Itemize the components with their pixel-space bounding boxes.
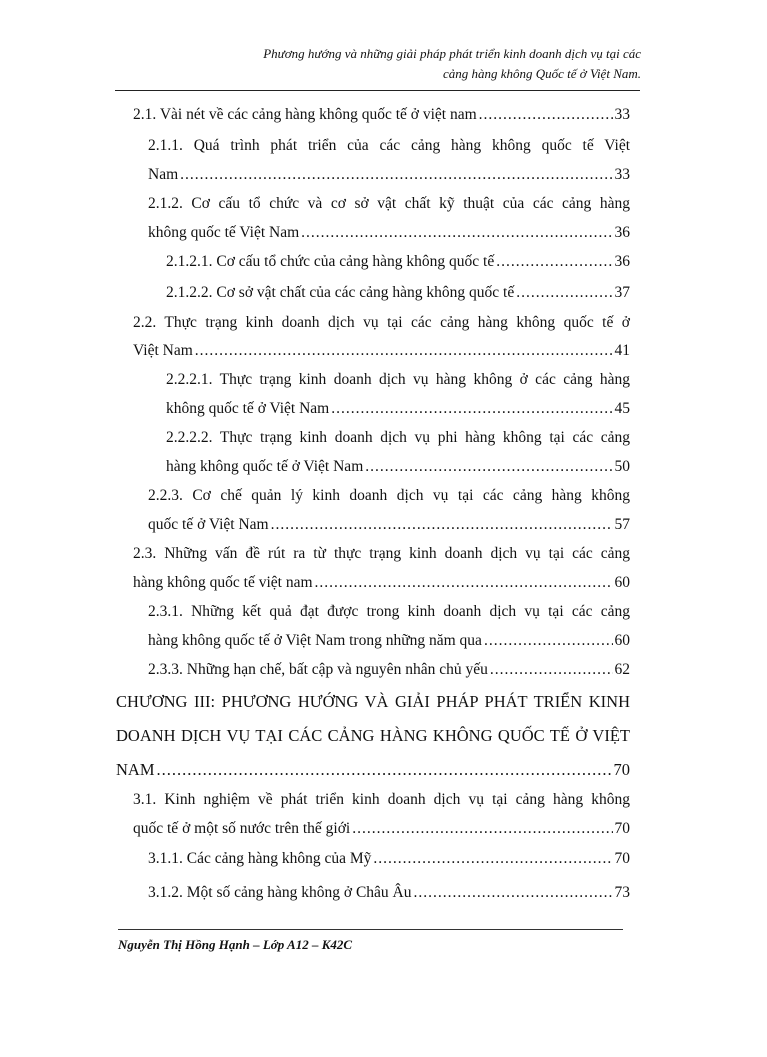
toc-page-number: 36 [614, 253, 630, 270]
toc-entry-2-1-2-2[interactable] [166, 284, 630, 302]
toc-entry-text: 2.3.1. Những kết quả đạt được trong kinh doanh dịch vụ tại các cảng [148, 603, 630, 620]
toc-entry-3-1-2[interactable] [148, 884, 630, 902]
toc-entry-continuation: quốc tế ở một số nước trên thế giới [133, 820, 351, 837]
toc-page-number: 37 [614, 284, 630, 301]
toc-page-number: 50 [614, 458, 630, 475]
toc-leader [299, 224, 612, 242]
toc-entry-text: 2.2.3. Cơ chế quản lý kinh doanh dịch vụ tại các cảng hàng không [148, 487, 630, 504]
toc-entry-2-2-3[interactable] [148, 487, 630, 505]
toc-leader [477, 106, 613, 124]
toc-page-number: 36 [614, 224, 630, 241]
toc-page-number: 73 [614, 884, 630, 901]
toc-entry-2-1-2-1[interactable] [166, 253, 630, 271]
toc-page-number: 41 [614, 342, 630, 359]
toc-leader [178, 166, 612, 184]
toc-entry-2-2-cont[interactable] [133, 342, 630, 360]
toc-entry-text: 2.1.1. Quá trình phát triển của các cảng hàng không quốc tế Việt [148, 137, 630, 154]
toc-page-number: 57 [614, 516, 630, 533]
toc-leader [494, 253, 612, 271]
toc-entry-continuation: Nam [148, 166, 179, 183]
toc-page-number: 45 [614, 400, 630, 417]
toc-entry-2-3-cont[interactable] [133, 574, 630, 592]
toc-entry-continuation: hàng không quốc tế việt nam [133, 574, 313, 591]
toc-chapter-title-line-1: CHƯƠNG III: PHƯƠNG HƯỚNG VÀ GIẢI PHÁP PHÁT TRIỂN KINH [116, 692, 630, 711]
toc-page-number: 70 [613, 760, 630, 779]
toc-entry-2-2-2-2[interactable] [166, 429, 630, 447]
toc-entry-text: 2.2. Thực trạng kinh doanh dịch vụ tại các cảng hàng không quốc tế ở [133, 314, 630, 331]
toc-entry-text: 2.1.2. Cơ cấu tổ chức và cơ sở vật chất kỹ thuật của các cảng hàng [148, 195, 630, 212]
toc-entry-text: 2.3. Những vấn đề rút ra từ thực trạng kinh doanh dịch vụ tại các cảng [133, 545, 630, 562]
toc-leader [350, 820, 612, 838]
toc-chapter-3-cont[interactable] [116, 760, 630, 780]
toc-chapter-3[interactable] [116, 692, 630, 712]
toc-entry-3-1[interactable] [133, 791, 630, 809]
toc-entry-2-3-1[interactable] [148, 603, 630, 621]
toc-entry-2-2[interactable] [133, 314, 630, 332]
toc-page-number: 60 [614, 574, 630, 591]
toc-entry-text: 2.1. Vài nét về các cảng hàng không quốc tế ở việt nam [133, 106, 477, 123]
header-line-1: Phương hướng và những giải pháp phát triển kinh doanh dịch vụ tại các [263, 46, 641, 61]
header-line-2: cảng hàng không Quốc tế ở Việt Nam. [442, 66, 641, 81]
running-header [263, 44, 641, 84]
toc-entry-2-1-2[interactable] [148, 195, 630, 213]
toc-entry-text: 3.1.1. Các cảng hàng không của Mỹ [148, 850, 372, 867]
toc-page-number: 33 [614, 106, 630, 123]
toc-page-number: 70 [614, 850, 630, 867]
toc-entry-text: 3.1.2. Một số cảng hàng không ở Châu Âu [148, 884, 412, 901]
toc-entry-continuation: Việt Nam [133, 342, 193, 359]
toc-leader [514, 284, 612, 302]
header-rule [115, 90, 640, 91]
toc-entry-2-2-2-1-cont[interactable] [166, 400, 630, 418]
toc-entry-text: 2.2.2.2. Thực trạng kinh doanh dịch vụ phi hàng không tại các cảng [166, 429, 630, 446]
toc-leader [363, 458, 612, 476]
toc-page-number: 70 [614, 820, 630, 837]
toc-entry-continuation: hàng không quốc tế ở Việt Nam [166, 458, 364, 475]
toc-entry-2-3-1-cont[interactable] [148, 632, 630, 650]
toc-entry-2-3[interactable] [133, 545, 630, 563]
toc-page-number: 60 [614, 632, 630, 649]
toc-leader [329, 400, 612, 418]
toc-page-number: 33 [614, 166, 630, 183]
toc-entry-2-3-3[interactable] [148, 661, 630, 679]
toc-entry-2-1[interactable] [133, 106, 630, 124]
toc-leader [412, 884, 613, 902]
toc-leader [313, 574, 613, 592]
toc-entry-2-1-2-cont[interactable] [148, 224, 630, 242]
toc-entry-2-2-2-1[interactable] [166, 371, 630, 389]
toc-leader [371, 850, 612, 868]
toc-entry-text: 2.2.2.1. Thực trạng kinh doanh dịch vụ hàng không ở các cảng hàng [166, 371, 630, 388]
toc-leader [193, 342, 613, 360]
toc-entry-continuation: không quốc tế ở Việt Nam [166, 400, 330, 417]
toc-page-number: 62 [614, 661, 630, 678]
toc-leader [482, 632, 613, 650]
toc-entry-continuation: hàng không quốc tế ở Việt Nam trong những năm qua [148, 632, 482, 649]
toc-entry-continuation: NAM [116, 760, 155, 779]
toc-entry-continuation: không quốc tế Việt Nam [148, 224, 300, 241]
toc-entry-text: 2.1.2.2. Cơ sở vật chất của các cảng hàng không quốc tế [166, 284, 515, 301]
toc-entry-2-1-1[interactable] [148, 137, 630, 155]
toc-leader [269, 516, 613, 534]
toc-entry-2-2-2-2-cont[interactable] [166, 458, 630, 476]
toc-entry-continuation: quốc tế ở Việt Nam [148, 516, 269, 533]
toc-leader [155, 760, 612, 780]
toc-entry-3-1-cont[interactable] [133, 820, 630, 838]
toc-entry-text: 2.3.3. Những hạn chế, bất cập và nguyên nhân chủ yếu [148, 661, 488, 678]
toc-entry-text: 2.1.2.1. Cơ cấu tổ chức của cảng hàng không quốc tế [166, 253, 495, 270]
running-footer: Nguyễn Thị Hồng Hạnh – Lớp A12 – K42C [118, 937, 353, 952]
toc-leader [488, 661, 613, 679]
toc-entry-3-1-1[interactable] [148, 850, 630, 868]
toc-chapter-3-line-2[interactable] [116, 726, 630, 746]
footer-rule [118, 929, 623, 930]
toc-chapter-title-line-2: DOANH DỊCH VỤ TẠI CÁC CẢNG HÀNG KHÔNG QUỐC TẾ Ở VIỆT [116, 726, 630, 745]
toc-entry-2-2-3-cont[interactable] [148, 516, 630, 534]
toc-entry-2-1-1-cont[interactable] [148, 166, 630, 184]
toc-entry-text: 3.1. Kinh nghiệm về phát triển kinh doanh dịch vụ tại cảng hàng không [133, 791, 630, 808]
